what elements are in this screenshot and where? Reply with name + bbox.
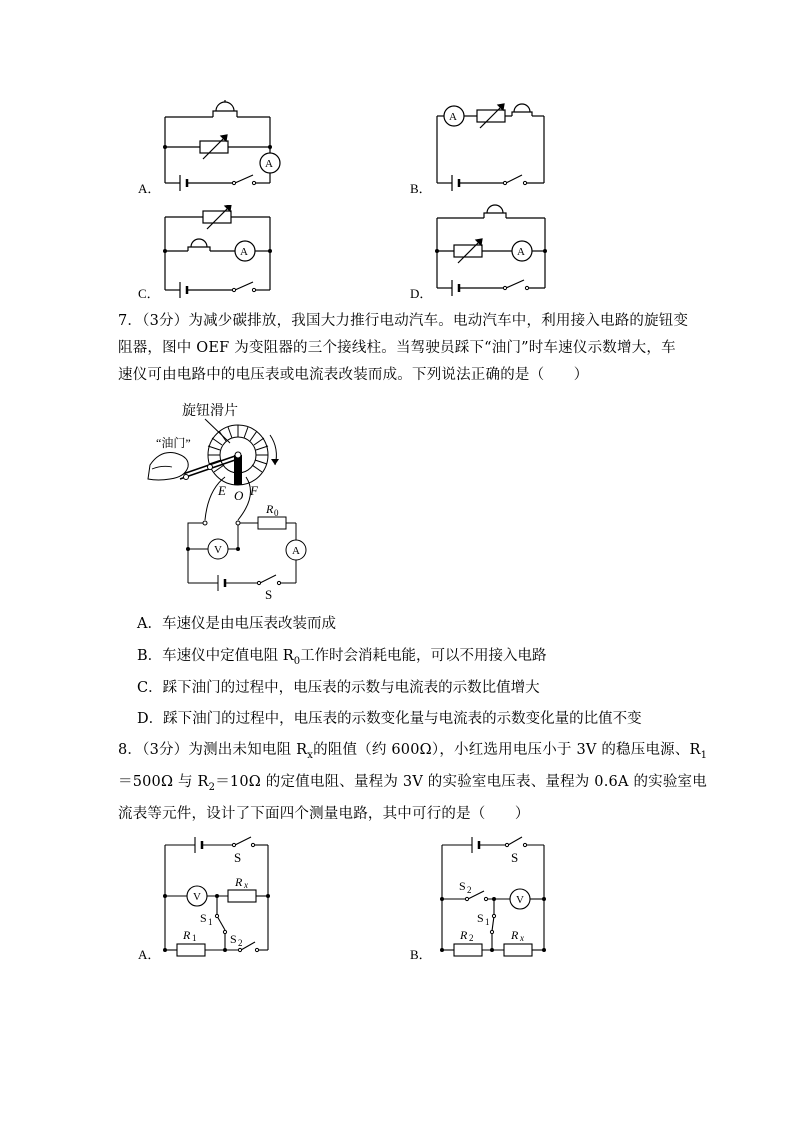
svg-text:S: S (230, 932, 237, 946)
svg-text:S: S (200, 911, 207, 925)
svg-text:x: x (520, 933, 524, 943)
svg-text:2: 2 (469, 933, 474, 943)
q8-line2: ＝500Ω 与 $R_2=10\Omega$ 的定值电阻、量程为 3V 的实验室电压表、量程为 0.6A 的实验室电 (118, 773, 707, 793)
svg-text:A: A (240, 246, 248, 258)
q6-circuit-b-diagram (432, 98, 552, 193)
switch-label: S (265, 587, 273, 602)
q7-throttle-circuit-diagram (130, 395, 320, 610)
svg-text:1: 1 (208, 917, 213, 927)
q7-choice-b[interactable]: B．车速仪中定值电阻 $R_0$工作时会消耗电能，可以不用接入电路 (137, 648, 547, 667)
svg-text:S: S (234, 850, 242, 865)
r0-label: R (266, 502, 274, 516)
q8-line1: 8．（3分）为测出未知电阻 $R_x$的阻值（约 600Ω），小红选用电压小于 3V 的稳压电源、$R_1$ (118, 742, 708, 761)
svg-text:1: 1 (485, 917, 490, 927)
q8-line3: 流表等元件，设计了下面四个测量电路，其中可行的是（ ） (118, 805, 530, 822)
q7-line3: 速仪可由电路中的电压表或电流表改装而成。下列说法正确的是（ ） (118, 367, 589, 383)
q7-choice-d[interactable]: D．踩下油门的过程中，电压表的示数变化量与电流表的示数变化量的比值不变 (137, 711, 642, 727)
svg-text:2: 2 (238, 938, 243, 948)
q7-line1: 7．（3分）为减少碳排放，我国大力推行电动汽车。电动汽车中，利用接入电路的旋钮变 (118, 313, 689, 329)
q7-question-text (118, 308, 698, 389)
q6-circuit-c-diagram (155, 205, 290, 300)
ammeter-label: A (265, 158, 273, 170)
svg-text:S: S (511, 850, 519, 865)
svg-text:A: A (449, 111, 457, 123)
terminal-o: O (234, 488, 244, 503)
svg-text:x: x (244, 880, 248, 890)
q6-option-d-label: D． (410, 286, 433, 301)
svg-text:R: R (235, 875, 243, 889)
svg-text:R: R (460, 928, 468, 942)
ammeter-label: A (292, 545, 300, 557)
terminal-e: E (218, 483, 226, 498)
q7-choice-c[interactable]: C．踩下油门的过程中，电压表的示数与电流表的示数比值增大 (137, 680, 540, 696)
q8-circuit-b-diagram (432, 830, 562, 960)
voltmeter-label: V (214, 544, 222, 556)
svg-text:0: 0 (274, 508, 279, 518)
q7-line2: 阻器，图中 OEF 为变阻器的三个接线柱。当驾驶员踩下“油门”时车速仪示数增大，车 (118, 340, 676, 356)
q6-option-b-label: B． (410, 181, 432, 196)
q6-circuit-a-diagram (155, 95, 290, 195)
q7-choice-a[interactable]: A．车速仪是由电压表改装而成 (137, 616, 336, 632)
svg-text:V: V (516, 894, 524, 906)
svg-text:V: V (193, 891, 201, 903)
svg-text:R: R (511, 928, 519, 942)
svg-text:2: 2 (467, 885, 472, 895)
svg-text:S: S (477, 911, 484, 925)
terminal-f: F (250, 483, 258, 498)
svg-text:R: R (183, 928, 191, 942)
q6-circuit-d-diagram (432, 200, 557, 300)
q6-option-a-label: A． (138, 181, 161, 196)
svg-text:1: 1 (192, 933, 197, 943)
slider-label: 旋钮滑片 (182, 404, 238, 419)
pedal-label: “油门” (156, 436, 191, 450)
svg-text:S: S (459, 879, 466, 893)
q8-circuit-a-diagram (155, 830, 285, 960)
q8-question-text (118, 737, 708, 828)
q6-option-c-label: C． (138, 286, 160, 301)
q8-option-a-label: A． (138, 947, 161, 962)
q8-option-b-label: B． (410, 947, 432, 962)
svg-text:A: A (517, 246, 525, 258)
